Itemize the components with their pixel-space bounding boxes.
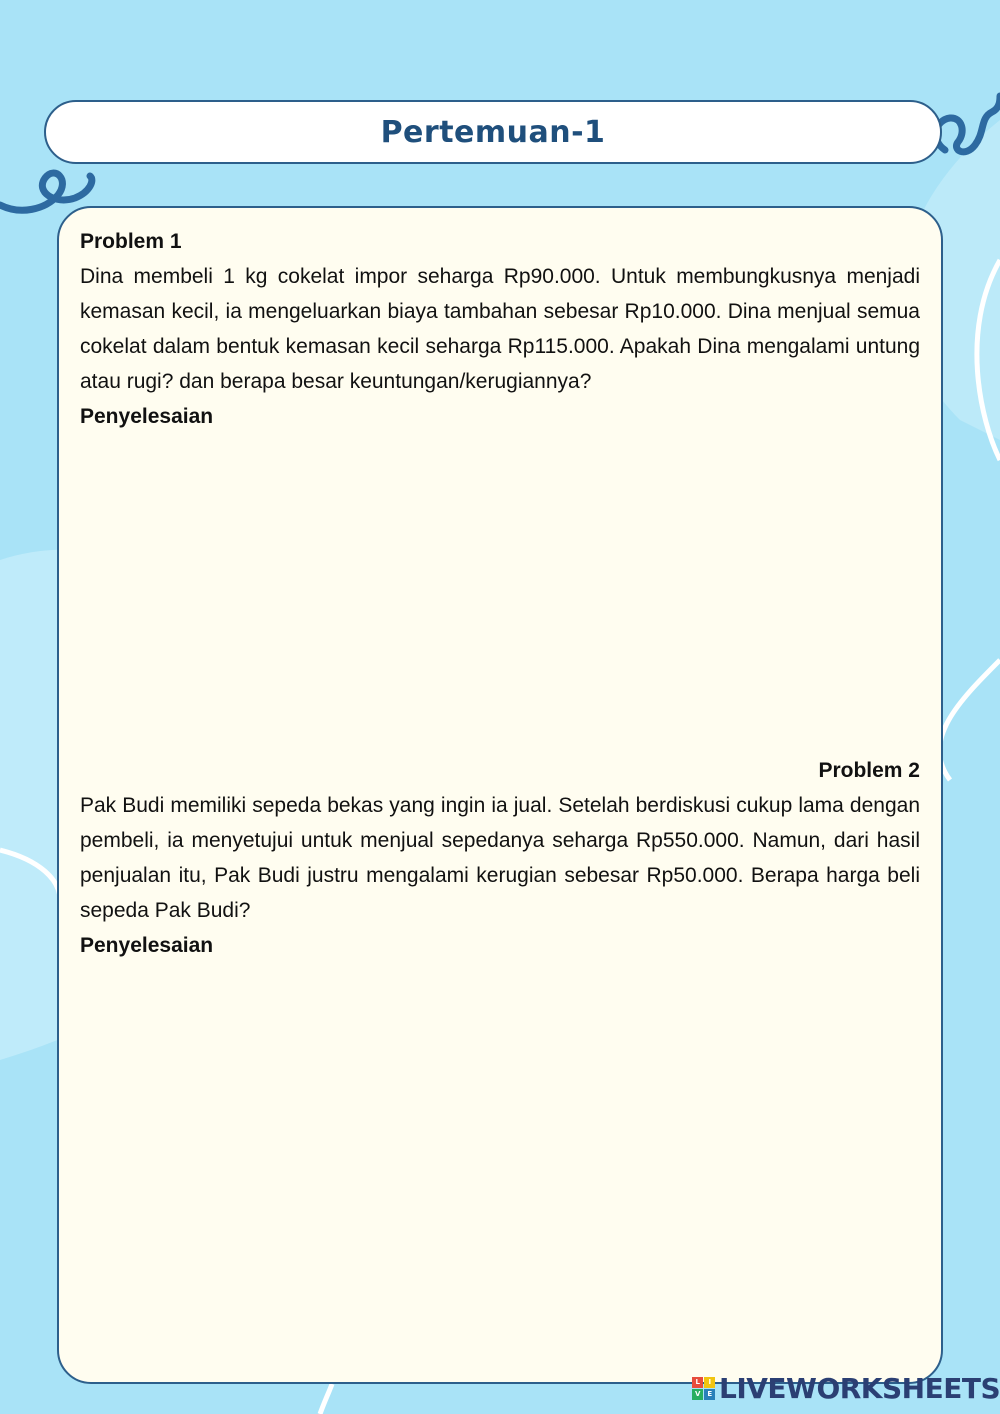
- problem-2-heading: Problem 2: [818, 759, 920, 782]
- problem-1-solution-label: Penyelesaian: [80, 405, 214, 428]
- problem-1: [80, 224, 920, 434]
- problem-1-heading: Problem 1: [80, 230, 182, 253]
- problem-2-solution-label: Penyelesaian: [80, 934, 214, 957]
- problem-2-text: Pak Budi memiliki sepeda bekas yang ingin ia jual. Setelah berdiskusi cukup lama dengan pembeli, ia menyetujui untuk menjual sepedanya seharga Rp550.000. Namun, dari hasil penjualan itu, Pak Budi justru mengalami kerugian sebesar Rp50.000. Berapa harga beli sepeda Pak Budi?: [80, 794, 920, 922]
- page-title: Pertemuan-1: [380, 114, 606, 150]
- problem-2-answer-area[interactable]: [80, 968, 920, 1348]
- liveworksheets-logo-icon: L I V E: [692, 1377, 715, 1400]
- title-banner: [44, 100, 942, 164]
- watermark-text: LIVEWORKSHEETS: [719, 1372, 1000, 1405]
- liveworksheets-watermark: [692, 1372, 1000, 1405]
- problem-2: [80, 753, 920, 963]
- problem-1-answer-area[interactable]: [80, 435, 920, 745]
- problem-1-text: Dina membeli 1 kg cokelat impor seharga Rp90.000. Untuk membungkusnya menjadi kemasan kecil, ia mengeluarkan biaya tambahan sebesar Rp10.000. Dina menjual semua cokelat dalam bentuk kemasan kecil seharga Rp115.000. Apakah Dina mengalami untung atau rugi? dan berapa besar keuntungan/kerugiannya?: [80, 265, 920, 393]
